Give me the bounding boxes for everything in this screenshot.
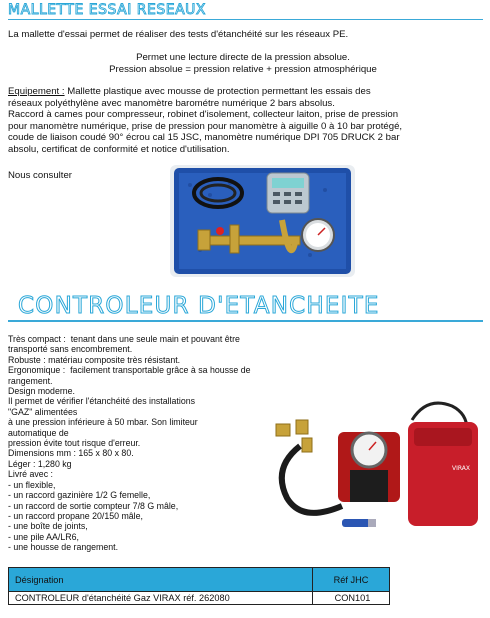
equipment-line: pour manomètre numérique, prise de pression pour manomètre à aiguille 0 à 10 bar protégé,	[8, 120, 403, 132]
table-row	[9, 592, 390, 605]
description-line: Livré avec :	[8, 469, 53, 480]
table-cell-designation: CONTROLEUR d'étanchéité Gaz VIRAX réf. 262080	[9, 592, 313, 605]
equipment-line: réseaux polyéthylène avec manomètre barométre numérique 2 bars absolus.	[8, 97, 335, 109]
description-line: Très compact : tenant dans une seule main et pouvant être	[8, 334, 240, 344]
description-line: - une housse de rangement.	[8, 542, 119, 553]
description-line: "GAZ" alimentées	[8, 406, 78, 417]
case-brand-label: VIRAX	[452, 465, 471, 472]
description-line: Design moderne.	[8, 386, 75, 397]
description-line: automatique de	[8, 427, 69, 438]
table-header-row	[9, 568, 390, 592]
description-line: - une boîte de joints,	[8, 521, 88, 532]
equipment-line: Mallette plastique avec mousse de protection permettant les essais des	[64, 86, 371, 97]
equipment-line: absolu, certificat de conformité et notice d'utilisation.	[8, 143, 230, 155]
description-line: Dimensions mm : 165 x 80 x 80.	[8, 448, 134, 459]
description-line: à une pression inférieure à 50 mbar. Son limiteur	[8, 417, 198, 428]
description-line: Léger : 1,280 kg	[8, 458, 72, 469]
description-line: - un raccord de sortie compteur 7/8 G mâle,	[8, 500, 179, 511]
description-line: - un raccord propane 20/150 mâle,	[8, 510, 143, 521]
equipment-label: Equipement :	[8, 86, 65, 97]
direct-reading-line: Permet une lecture directe de la pression absolue.	[136, 52, 350, 63]
section-title-mallette: MALLETTE ESSAI RESEAUX	[8, 2, 207, 18]
description-line: - un raccord gazinière 1/2 G femelle,	[8, 490, 151, 501]
equipment-line: coude de liaison coudé 90° écrou cal 15 JSC, manomètre numérique DPI 705 DRUCK 2 bar	[8, 132, 400, 144]
pressure-description	[8, 52, 478, 75]
column-header-designation: Désignation	[9, 568, 313, 592]
table-cell-ref: CON101	[313, 592, 390, 605]
equipment-text	[8, 86, 478, 156]
description-line: Ergonomique : facilement transportable grâce à sa housse de	[8, 365, 251, 376]
controller-description	[8, 334, 293, 553]
description-line: Il permet de vérifier l'étanchéité des installations	[8, 396, 195, 407]
description-line: Robuste : matériau composite très résistant.	[8, 354, 181, 365]
controller-kit-image	[262, 398, 484, 538]
description-line: rangement.	[8, 375, 53, 386]
pressure-formula-line: Pression absolue = pression relative + pression atmosphérique	[109, 63, 377, 75]
description-line: - un flexible,	[8, 479, 56, 490]
title-divider	[8, 19, 483, 20]
equipment-line: Raccord à cames pour compresseur, robinet d'isolement, collecteur laiton, prise de pression	[8, 109, 399, 121]
description-line: - une pile AA/LR6,	[8, 531, 79, 542]
product-reference-table	[8, 567, 390, 605]
test-case-image	[170, 165, 355, 277]
intro-text: La mallette d'essai permet de réaliser des tests d'étanchéité sur les réseaux PE.	[8, 29, 349, 40]
description-line: pression évite tout risque d'erreur.	[8, 438, 141, 449]
description-line: transporté sans encombrement.	[8, 344, 133, 355]
contact-text: Nous consulter	[8, 170, 72, 181]
column-header-ref: Réf JHC	[313, 568, 390, 592]
section-title-controleur: CONTROLEUR D'ETANCHEITE	[18, 293, 380, 319]
title-divider	[8, 320, 483, 322]
